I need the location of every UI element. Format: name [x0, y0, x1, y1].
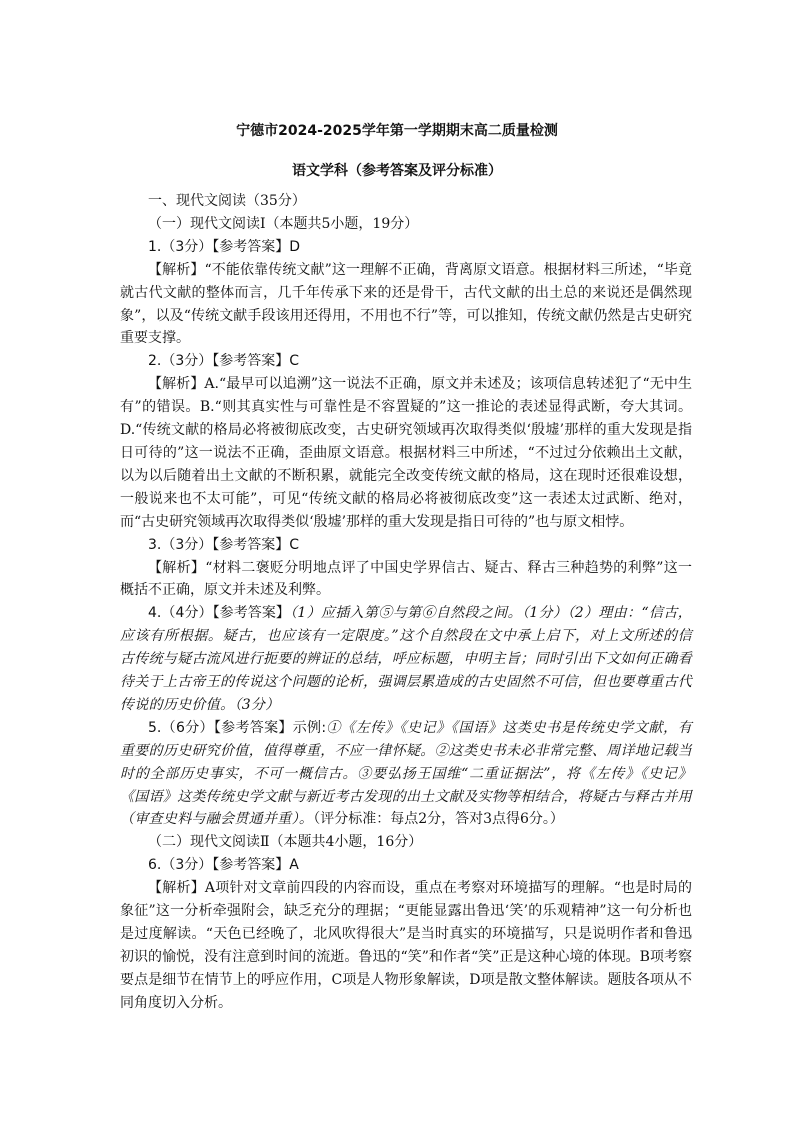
- section-heading: 一、现代文阅读（35分）: [148, 193, 306, 209]
- q5-block: [120, 717, 692, 832]
- document-body: [120, 190, 692, 1015]
- q1-analysis: 【解析】“不能依靠传统文献”这一理解不正确，背离原文语意。根据材料三所述，“毕竟就古代文献的整体而言，几千年传承下来的还是骨干，古代文献的出土总的来说还是偶然现象”，以及“传统文献手段该用还得用，不用也不行”等，可以推知，传统文献仍然是古史研究重要支撑。: [120, 261, 692, 347]
- q4-answer-body: （1）应插入第⑤与第⑥自然段之间。（1分）（2）理由：“信古，应该有所根据。疑古，也应该有一定限度。”这个自然段在文中承上启下，对上文所述的信古传统与疑古流风进行扼要的辨证的总结，呼应标题，申明主旨；同时引出下文如何正确看待关于上古帝王的传说这个问题的论析，强调层累造成的古史固然不可信，但也要尊重古代传说的历史价值。（3分）: [120, 605, 692, 713]
- q3-analysis: 【解析】“材料二褒贬分明地点评了中国史学界信古、疑古、释古三种趋势的利弊”这一概括不正确，原文并未述及利弊。: [120, 559, 692, 599]
- subsection-heading-2: （二）现代文阅读Ⅱ（本题共4小题，16分）: [148, 834, 423, 851]
- q2-analysis: 【解析】A.“最早可以追溯”这一说法不正确，原文并未述及；该项信息转述犯了“无中生有”的错误。B.“则其真实性与可靠性是不容置疑的”这一推论的表述显得武断，夸大其词。D.“传统文献的格局必将被彻底改变，古史研究领域再次取得类似‘殷墟’那样的重大发现是指日可待的”这一说法不正确，歪曲原文语意。根据材料三中所述，“不过过分依赖出土文献，以为以后随着出土文献的不断积累，就能完全改变传统文献的格局，这在现时还很难设想，一般说来也不太可能”，可见“传统文献的格局必将被彻底改变”这一表述太过武断、绝对，而“古史研究领域再次取得类似‘殷墟’那样的重大发现是指日可待的”也与原文相悖。: [120, 376, 692, 530]
- q2-answer: 2.（3分）【参考答案】C: [148, 353, 300, 370]
- q3-answer: 3.（3分）【参考答案】C: [148, 536, 300, 553]
- q5-answer-body: ①《左传》《史记》《国语》这类史书是传统史学文献，有重要的历史研究价值，值得尊重，不应一律怀疑。②这类史书未必非常完整、周详地记载当时的全部历史事实，不可一概信古。③要弘扬王国维“二重证据法”，将《左传》《史记》《国语》这类传统史学文献与新近考古发现的出土文献及实物等相结合，将疑古与释古并用（审查史料与融会贯通并重）。: [120, 719, 692, 828]
- document-subtitle: 语文学科（参考答案及评分标准）: [292, 163, 502, 179]
- q5-answer-head: 5.（6分）【参考答案】示例:: [148, 719, 327, 736]
- q5-scoring: （评分标准：每点2分，答对3点得6分。）: [313, 811, 564, 828]
- q6-analysis: 【解析】A项针对文章前四段的内容而设，重点在考察对环境描写的理解。“也是时局的象征”这一分析牵强附会，缺乏充分的理据；“更能显露出鲁迅‘笑’的乐观精神”这一句分析也是过度解读。“天色已经晚了，北风吹得很大”是当时真实的环境描写，只是说明作者和鲁迅初识的愉悦，没有注意到时间的流逝。鲁迅的“笑”和作者“笑”正是这种心境的体现。B项考察要点是细节在情节上的呼应作用，C项是人物形象解读，D项是散文整体解读。题肢各项从不同角度切入分析。: [120, 880, 692, 1011]
- q4-answer-head: 4.（4分）【参考答案】: [148, 605, 290, 622]
- q4-block: [120, 602, 692, 717]
- subsection-heading-1: （一）现代文阅读Ⅰ（本题共5小题，19分）: [148, 215, 419, 232]
- document-title: 宁德市2024-2025学年第一学期期末高二质量检测: [236, 123, 558, 139]
- q6-answer: 6.（3分）【参考答案】A: [148, 857, 299, 874]
- q1-answer: 1.（3分）【参考答案】D: [148, 238, 301, 255]
